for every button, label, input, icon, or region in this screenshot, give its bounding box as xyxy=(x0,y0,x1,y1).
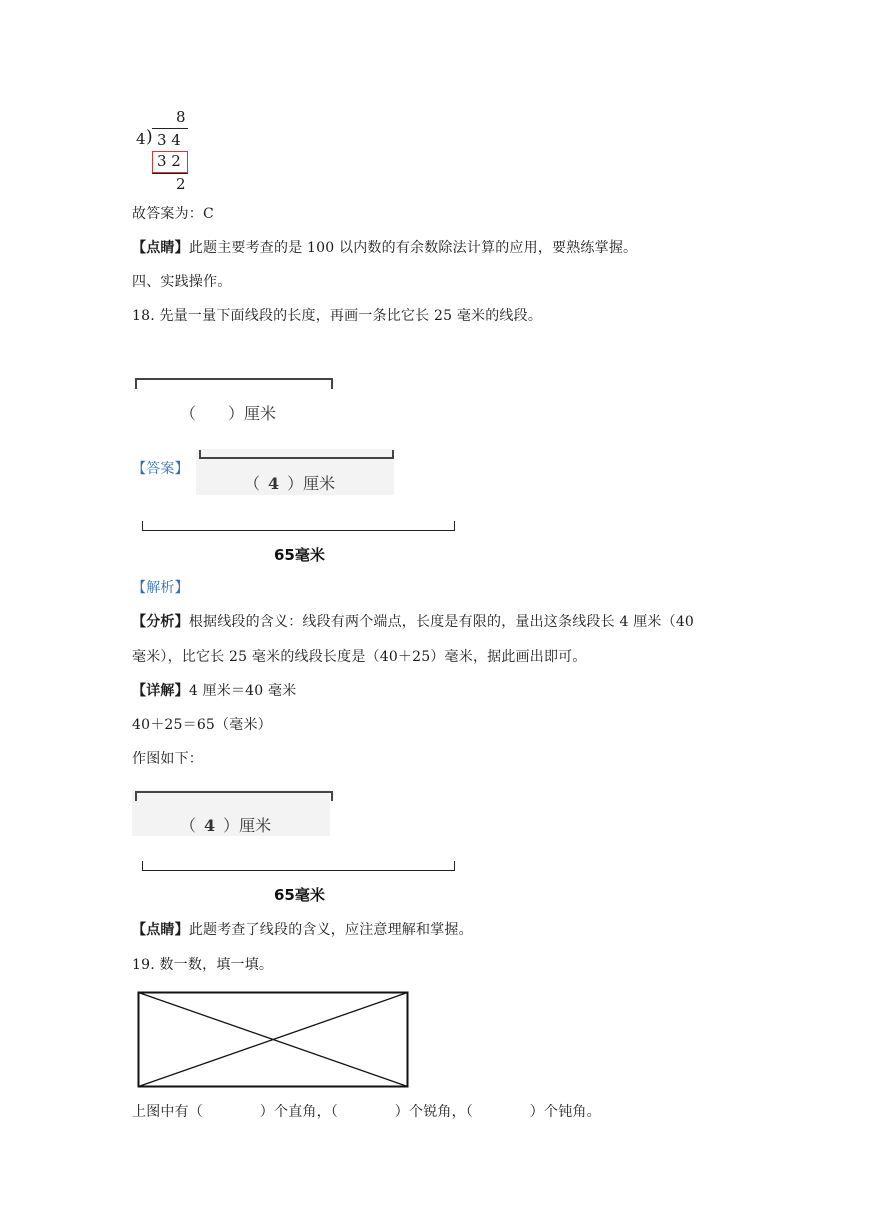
drawing-segment xyxy=(135,791,333,801)
q18-blank-measure: （ ）厘米 xyxy=(180,404,277,423)
fenxi-line-1 xyxy=(132,612,694,632)
answer-measure-value: 4 xyxy=(268,474,280,493)
division-dividend: 3 4 xyxy=(157,131,181,149)
comment-1-tag: 【点睛】 xyxy=(132,240,189,256)
rectangle-diagonals-figure xyxy=(137,991,411,1089)
answer-segment xyxy=(199,450,394,459)
division-quotient: 8 xyxy=(176,108,186,126)
analysis-tag: 【解析】 xyxy=(132,580,189,596)
division-remainder: 2 xyxy=(176,175,186,193)
answer-measure: （ 4 ）厘米 xyxy=(244,474,336,493)
mm-segment-label: 65毫米 xyxy=(274,546,325,564)
drawing-mm-label: 65毫米 xyxy=(274,886,325,904)
division-subtract-line xyxy=(152,173,188,174)
drawing-measure-value: 4 xyxy=(204,816,216,835)
section-4-heading: 四、实践操作。 xyxy=(132,274,232,290)
question-19: 19. 数一数，填一填。 xyxy=(132,957,274,973)
comment-2 xyxy=(132,920,473,940)
answer-tag: 【答案】 xyxy=(132,461,189,477)
xiangjie-body: 4 厘米＝40 毫米 xyxy=(188,683,297,699)
xiangjie-tag: 【详解】 xyxy=(132,683,189,699)
draw-as-line: 作图如下： xyxy=(132,751,203,767)
q18-segment xyxy=(135,378,333,389)
fenxi-line-2: 毫米），比它长 25 毫米的线段长度是（40＋25）毫米，据此画出即可。 xyxy=(132,649,587,665)
division-bracket: ) xyxy=(146,127,153,147)
mm-segment-right-end xyxy=(454,521,455,531)
drawing-mm-right-end xyxy=(454,861,455,871)
comment-2-body: 此题考查了线段的含义，应注意理解和掌握。 xyxy=(188,922,473,938)
answer-line: 故答案为：C xyxy=(132,206,214,222)
comment-1-body: 此题主要考查的是 100 以内数的有余数除法计算的应用，要熟练掌握。 xyxy=(188,240,638,256)
comment-2-tag: 【点睛】 xyxy=(132,922,189,938)
question-19-fill: 上图中有（ ）个直角，（ ）个锐角，（ ）个钝角。 xyxy=(132,1104,601,1120)
question-18: 18. 先量一量下面线段的长度，再画一条比它长 25 毫米的线段。 xyxy=(132,308,543,324)
division-bar xyxy=(152,128,188,129)
drawing-measure: （ 4 ）厘米 xyxy=(180,816,272,835)
fenxi-tag: 【分析】 xyxy=(132,614,189,630)
fenxi-body-1: 根据线段的含义：线段有两个端点，长度是有限的，量出这条线段长 4 厘米（40 xyxy=(188,614,695,630)
comment-1 xyxy=(132,238,637,258)
mm-segment-line xyxy=(142,530,455,531)
calc-line: 40＋25＝65（毫米） xyxy=(132,717,272,733)
division-product: 3 2 xyxy=(157,152,181,170)
division-divisor: 4 xyxy=(136,130,146,148)
drawing-mm-line xyxy=(142,870,455,871)
xiangjie-line xyxy=(132,681,296,701)
